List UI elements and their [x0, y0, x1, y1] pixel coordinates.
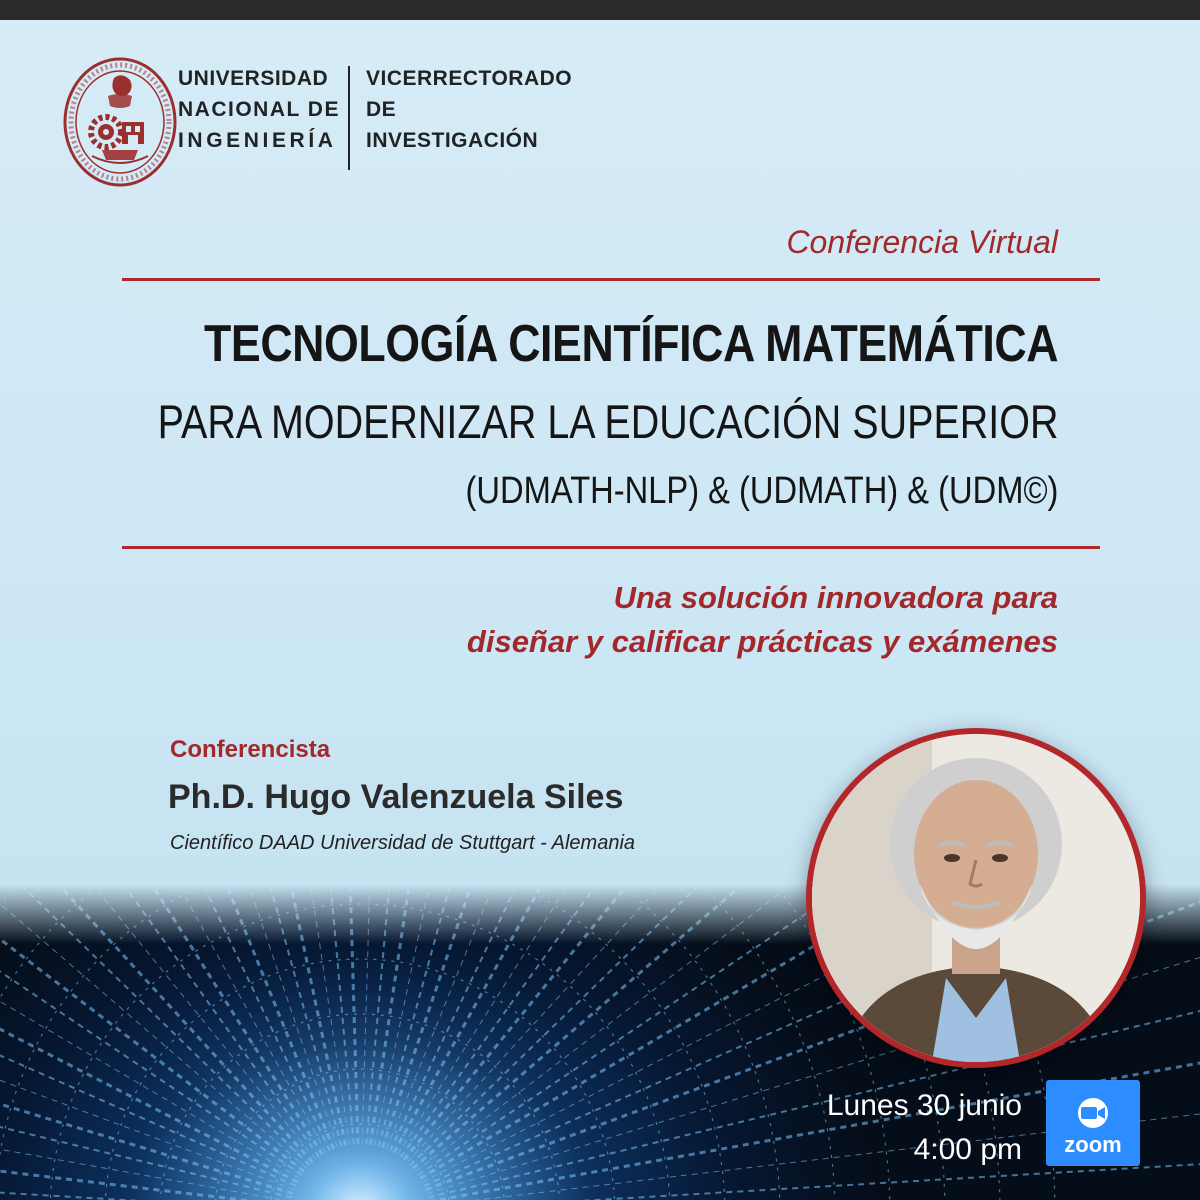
vicerrectorado-line-3: INVESTIGACIÓN — [366, 129, 539, 152]
event-date: Lunes 30 junio — [826, 1089, 1022, 1122]
vicerrectorado-line-2: DE — [366, 98, 397, 121]
top-bar — [0, 0, 1200, 20]
university-seal-logo — [62, 56, 178, 188]
tagline-line-2: diseñar y calificar prácticas y exámenes — [466, 624, 1058, 659]
speaker-label: Conferencista — [170, 736, 331, 763]
university-name — [178, 63, 340, 156]
divider-top — [122, 278, 1100, 281]
zoom-logo — [1046, 1080, 1140, 1166]
university-name-line-2: NACIONAL DE — [178, 98, 340, 121]
tagline-line-1: Una solución innovadora para — [613, 580, 1058, 615]
speaker-portrait — [812, 734, 1140, 1062]
event-tagline — [298, 576, 1058, 664]
event-type: Conferencia Virtual — [786, 224, 1058, 260]
zoom-label: zoom — [1064, 1132, 1122, 1157]
vicerrectorado-name — [366, 63, 572, 156]
university-name-line-3: INGENIERÍA — [178, 129, 337, 152]
vicerrectorado-line-1: VICERRECTORADO — [366, 67, 573, 90]
event-subtitle: PARA MODERNIZAR LA EDUCACIÓN SUPERIOR — [157, 395, 1058, 448]
university-name-line-1: UNIVERSIDAD — [178, 67, 329, 90]
event-time: 4:00 pm — [913, 1133, 1022, 1166]
event-datetime — [827, 1084, 1022, 1172]
event-codes: (UDMATH-NLP) & (UDMATH) & (UDM©) — [465, 470, 1058, 512]
header-divider — [348, 66, 350, 170]
speaker-affiliation: Científico DAAD Universidad de Stuttgart - Alemania — [170, 832, 636, 854]
zoom-camera-icon — [1069, 1098, 1117, 1128]
divider-bottom — [122, 546, 1100, 549]
speaker-name: Ph.D. Hugo Valenzuela Siles — [168, 778, 624, 816]
event-title: TECNOLOGÍA CIENTÍFICA MATEMÁTICA — [203, 315, 1058, 373]
